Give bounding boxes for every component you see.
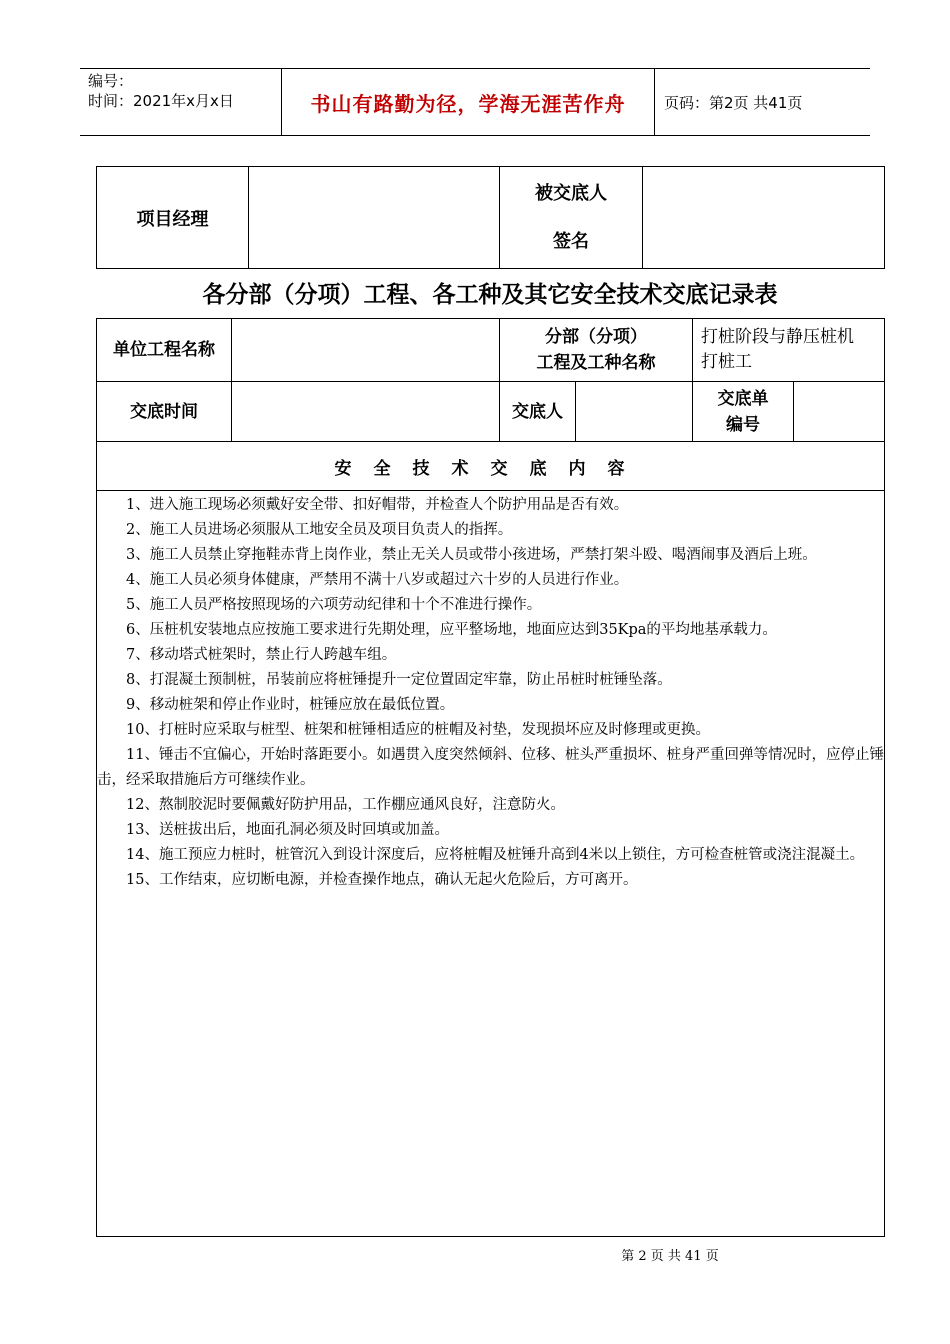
content-item: 14、施工预应力桩时，桩管沉入到设计深度后，应将桩帽及桩锤升高到4米以上锁住，方可检查桩管或浇注混凝土。 <box>126 847 865 863</box>
content-item: 2、施工人员进场必须服从工地安全员及项目负责人的指挥。 <box>126 522 513 538</box>
document-number-label: 编号： <box>88 72 134 90</box>
header-meta <box>88 71 278 111</box>
project-manager-label: 项目经理 <box>97 167 249 269</box>
header-bottom-rule <box>80 135 870 136</box>
document-time: 时间：2021年x月x日 <box>88 92 234 110</box>
handover-person-field[interactable] <box>576 382 693 442</box>
unit-name-field[interactable] <box>232 319 500 382</box>
sheet-number-label <box>693 382 794 442</box>
handover-time-field[interactable] <box>232 382 500 442</box>
content-item: 8、打混凝土预制桩，吊装前应将桩锤提升一定位置固定牢靠，防止吊桩时桩锤坠落。 <box>126 672 672 688</box>
handover-time-label: 交底时间 <box>97 382 232 442</box>
document-title: 各分部（分项）工程、各工种及其它安全技术交底记录表 <box>202 282 778 308</box>
content-item: 5、施工人员严格按照现场的六项劳动纪律和十个不准进行操作。 <box>126 597 542 613</box>
content-body <box>97 491 885 1237</box>
content-item: 3、施工人员禁止穿拖鞋赤背上岗作业，禁止无关人员或带小孩进场，严禁打架斗殴、喝酒闹事及酒后上班。 <box>126 547 817 563</box>
record-table <box>96 318 885 1237</box>
content-item: 15、工作结束，应切断电源，并检查操作地点，确认无起火危险后，方可离开。 <box>126 872 638 888</box>
unit-name-label: 单位工程名称 <box>97 319 232 382</box>
page-footer: 第 2 页 共 41 页 <box>621 1249 719 1264</box>
subpart-value[interactable] <box>693 319 885 382</box>
sheet-number-field[interactable] <box>794 382 885 442</box>
recipient-signature-field[interactable] <box>643 167 885 269</box>
header-divider-right <box>654 68 655 136</box>
handover-person-label: 交底人 <box>500 382 576 442</box>
subpart-value-line2: 打桩工 <box>701 352 752 372</box>
sheet-number-label-line1: 交底单 <box>717 388 769 409</box>
recipient-signature-label <box>500 167 643 269</box>
content-item: 9、移动桩架和停止作业时，桩锤应放在最低位置。 <box>126 697 455 713</box>
recipient-label-line2: 签名 <box>553 230 589 252</box>
content-item: 4、施工人员必须身体健康，严禁用不满十八岁或超过六十岁的人员进行作业。 <box>126 572 629 588</box>
content-item: 7、移动塔式桩架时，禁止行人跨越车组。 <box>126 647 397 663</box>
content-section-title: 安全技术交底内容 <box>97 442 885 491</box>
subpart-value-line1: 打桩阶段与静压桩机 <box>701 327 854 347</box>
sheet-number-label-line2: 编号 <box>726 414 760 435</box>
subpart-label-line2: 工程及工种名称 <box>536 353 656 373</box>
content-item: 10、打桩时应采取与桩型、桩架和桩锤相适应的桩帽及衬垫，发现损坏应及时修理或更换。 <box>126 722 710 738</box>
content-item: 12、熬制胶泥时要佩戴好防护用品，工作棚应通风良好，注意防火。 <box>126 797 565 813</box>
content-item: 6、压桩机安装地点应按施工要求进行先期处理，应平整场地，地面应达到35Kpa的平均地基承载力。 <box>126 622 777 638</box>
subpart-label <box>500 319 693 382</box>
subpart-label-line1: 分部（分项） <box>545 327 647 347</box>
sign-table <box>96 166 885 269</box>
content-item: 13、送桩拔出后，地面孔洞必须及时回填或加盖。 <box>126 822 449 838</box>
header-top-rule <box>80 68 870 69</box>
content-item: 11、锤击不宜偏心，开始时落距要小。如遇贯入度突然倾斜、位移、桩头严重损坏、桩身严重回弹等情况时，应停止锤击，经采取措施后方可继续作业。 <box>97 747 884 788</box>
recipient-label-line1: 被交底人 <box>535 182 607 204</box>
header-page-info: 页码：第2页 共41页 <box>664 94 803 112</box>
project-manager-field[interactable] <box>249 167 500 269</box>
header-motto: 书山有路勤为径，学海无涯苦作舟 <box>310 92 626 116</box>
content-item: 1、进入施工现场必须戴好安全带、扣好帽带，并检查人个防护用品是否有效。 <box>126 497 629 513</box>
